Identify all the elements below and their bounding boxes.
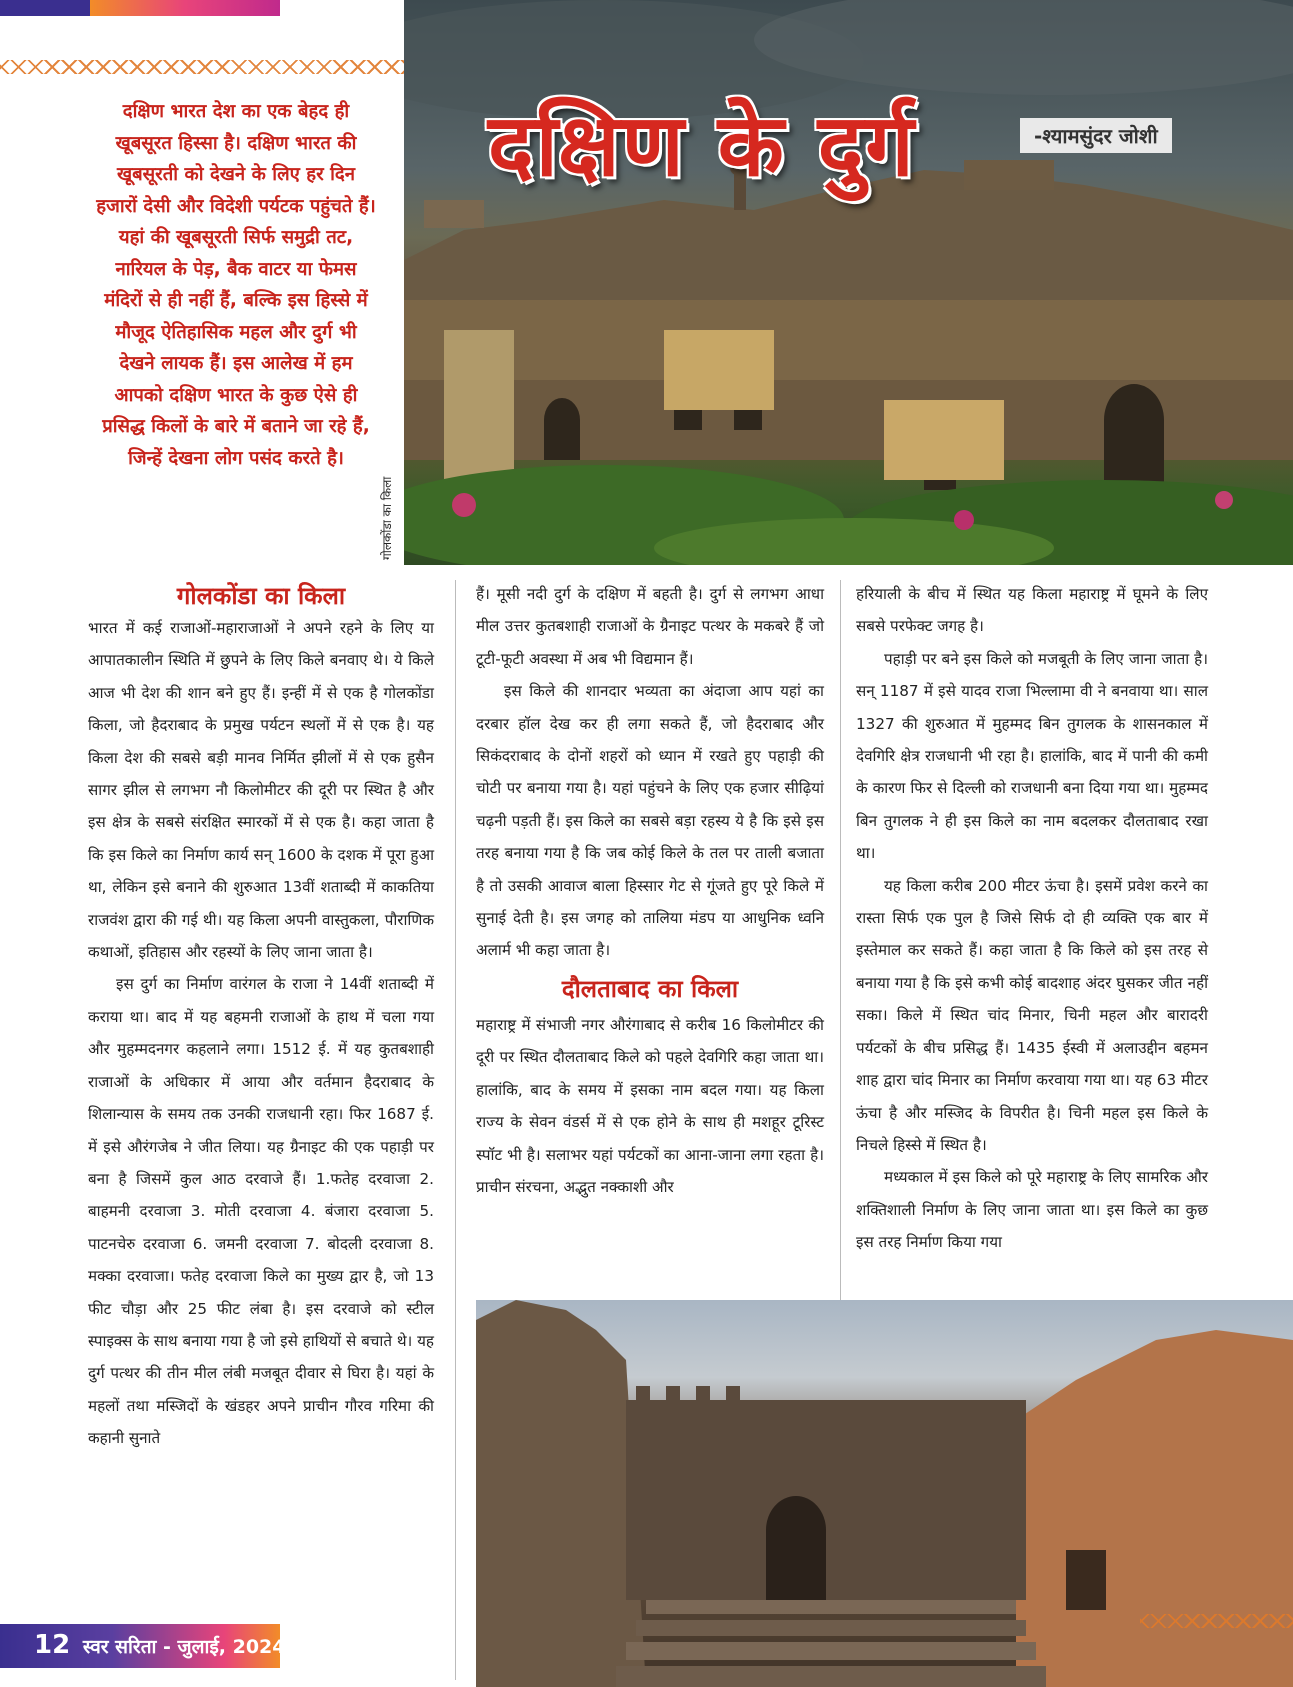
- top-color-bar: [0, 0, 280, 16]
- paragraph: पहाड़ी पर बने इस किले को मजबूती के लिए जाना जाता है। सन् 1187 में इसे यादव राजा भिल्लामा वी ने बनवाया था। साल 1327 की शुरुआत में मुहम्मद बिन तुगलक के शासनकाल में देवगिरि क्षेत्र राजधानी भी रहा है। हालांकि, बाद में पानी की कमी के कारण फिर से दिल्ली को राजधानी बना दिया गया था। मुहम्मद बिन तुगलक ने ही इस किले का नाम बदलकर दौलताबाद रखा था।: [856, 649, 1208, 863]
- section-heading-daulatabad: दौलताबाद का किला: [561, 974, 739, 1003]
- zigzag-ornament: [1140, 1614, 1293, 1628]
- paragraph: मध्यकाल में इस किले को पूरे महाराष्ट्र के लिए सामरिक और शक्तिशाली निर्माण के लिए जाना जाता था। इस किले का कुछ इस तरह निर्माण किया गया: [856, 1168, 1208, 1252]
- paragraph: महाराष्ट्र में संभाजी नगर औरंगाबाद से करीब 16 किलोमीटर की दूरी पर स्थित दौलताबाद किले को पहले देवगिरि कहा जाता था। हालांकि, बाद के समय में इसका नाम बदल गया। यह किला राज्य के सेवन वंडर्स में से एक होने के साथ ही मशहूर टूरिस्ट स्पॉट भी है। सलाभर यहां पर्यटकों का आना-जाना लगा रहता है। प्राचीन संरचना, अद्भुत नक्काशी और: [476, 1015, 824, 1196]
- paragraph: हैं। मूसी नदी दुर्ग के दक्षिण में बहती है। दुर्ग से लगभग आधा मील उत्तर कुतबशाही राजाओं के ग्रैनाइट पत्थर के मकबरे हैं जो टूटी-फूटी अवस्था में अब भी विद्यमान हैं।: [476, 585, 824, 668]
- column-3: [856, 578, 1208, 1259]
- page-number: 12: [34, 1630, 71, 1660]
- column-divider: [455, 580, 456, 1680]
- column-2: [476, 578, 824, 1203]
- page-title: दक्षिण के दुर्ग: [488, 96, 916, 196]
- paragraph: इस दुर्ग का निर्माण वारंगल के राजा ने 14वीं शताब्दी में कराया था। बाद में यह बहमनी राजाओं के हाथ में चला गया और मुहम्मदनगर कहलाने लगा। 1512 ई. में यह कुतबशाही राजाओं के अधिकार में आया और वर्तमान हैदराबाद के शिलान्यास के समय तक उनकी राजधानी रहा। फिर 1687 ई. में इसे औरंगजेब ने जीत लिया। यह ग्रैनाइट की एक पहाड़ी पर बना है जिसमें कुल आठ दरवाजे हैं। 1.फतेह दरवाजा 2. बाहमनी दरवाजा 3. मोती दरवाजा 4. बंजारा दरवाजा 5. पाटनचेरु दरवाजा 6. जमनी दरवाजा 7. बोदली दरवाजा 8. मक्का दरवाजा। फतेह दरवाजा किले का मुख्य द्वार है, जो 13 फीट चौड़ा और 25 फीट लंबा है। इस दरवाजे को स्टील स्पाइक्स के साथ बनाया गया है जो इसे हाथियों से बचाते थे। यह दुर्ग पत्थर की तीन मील लंबी मजबूत दीवार से घिरा है। यहां के महलों तथा मस्जिदों के खंडहर अपने प्राचीन गौरव गरिमा की कहानी सुनाते: [88, 975, 434, 1448]
- paragraph: हरियाली के बीच में स्थित यह किला महाराष्ट्र में घूमने के लिए सबसे परफेक्ट जगह है।: [856, 585, 1208, 636]
- author-byline: -श्यामसुंदर जोशी: [1020, 118, 1172, 153]
- daulatabad-fort-image: [476, 1300, 1293, 1687]
- zigzag-ornament: [0, 60, 404, 74]
- column-divider: [840, 580, 841, 1300]
- image-caption: गोलकोंडा का किला: [380, 476, 394, 560]
- footer-text: [34, 1630, 286, 1660]
- paragraph: भारत में कई राजाओं-महाराजाओं ने अपने रहने के लिए या आपातकालीन स्थिति में छुपने के लिए किले बनवाए थे। ये किले आज भी देश की शान बने हुए हैं। इन्हीं में से एक है गोलकोंडा किला, जो हैदराबाद के प्रमुख पर्यटन स्थलों में से एक है। यह किला देश की सबसे बड़ी मानव निर्मित झीलों में से एक हुसैन सागर झील से लगभग नौ किलोमीटर की दूरी पर स्थित है और इस क्षेत्र के सबसे संरक्षित स्मारकों में से एक है। कहा जाता है कि इस किले का निर्माण कार्य सन् 1600 के दशक में पूरा हुआ था, लेकिन इसे बनाने की शुरुआत 13वीं शताब्दी में काकतिया राजवंश द्वारा की गई थी। यह किला अपनी वास्तुकला, पौराणिक कथाओं, इतिहास और रहस्यों के लिए जाना जाता है।: [88, 619, 434, 962]
- section-heading-golconda: गोलकोंडा का किला: [176, 582, 346, 610]
- paragraph: यह किला करीब 200 मीटर ऊंचा है। इसमें प्रवेश करने का रास्ता सिर्फ एक पुल है जिसे सिर्फ दो ही व्यक्ति एक बार में इस्तेमाल कर सकते हैं। कहा जाता है कि किले को इस तरह से बनाया गया है कि इसे कभी कोई बादशाह अंदर घुसकर जीत नहीं सका। किले में स्थित चांद मिनार, चिनी महल और बारादरी पर्यटकों के बीच प्रसिद्ध हैं। 1435 ईस्वी में अलाउद्दीन बहमन शाह द्वारा चांद मिनार का निर्माण करवाया गया था। यह 63 मीटर ऊंचा है और मस्जिद के विपरीत है। चिनी महल इस किले के निचले हिस्से में स्थित है।: [856, 876, 1208, 1154]
- magazine-name: स्वर सरिता - जुलाई, 2024: [82, 1636, 286, 1658]
- column-1: [88, 580, 434, 1455]
- paragraph: इस किले की शानदार भव्यता का अंदाजा आप यहां का दरबार हॉल देख कर ही लगा सकते हैं, जो हैदराबाद और सिकंदराबाद के दोनों शहरों को ध्यान में रखते हुए पहाड़ी की चोटी पर बनाया गया है। यहां पहुंचने के लिए एक हजार सीढ़ियां चढ़नी पड़ती हैं। इस किले का सबसे बड़ा रहस्य ये है कि इसे इस तरह बनाया गया है कि जब कोई किले के तल पर ताली बजाता है तो उसकी आवाज बाला हिस्सार गेट से गूंजते हुए पूरे किले में सुनाई देती है। इस जगह को तालिया मंडप या आधुनिक ध्वनि अलार्म भी कहा जाता है।: [476, 682, 824, 960]
- intro-text: दक्षिण भारत देश का एक बेहद ही खूबसूरत हिस्सा है। दक्षिण भारत की खूबसूरती को देखने के लिए हर दिन हजारों देसी और विदेशी पर्यटक पहुंचते हैं। यहां की खूबसूरती सिर्फ समुद्री तट, नारियल के पेड़, बैक वाटर या फेमस मंदिरों से ही नहीं हैं, बल्कि इस हिस्से में मौजूद ऐतिहासिक महल और दुर्ग भी देखने लायक हैं। इस आलेख में हम आपको दक्षिण भारत के कुछ ऐसे ही प्रसिद्ध किलों के बारे में बताने जा रहे हैं, जिन्हें देखना लोग पसंद करते है।: [96, 101, 376, 469]
